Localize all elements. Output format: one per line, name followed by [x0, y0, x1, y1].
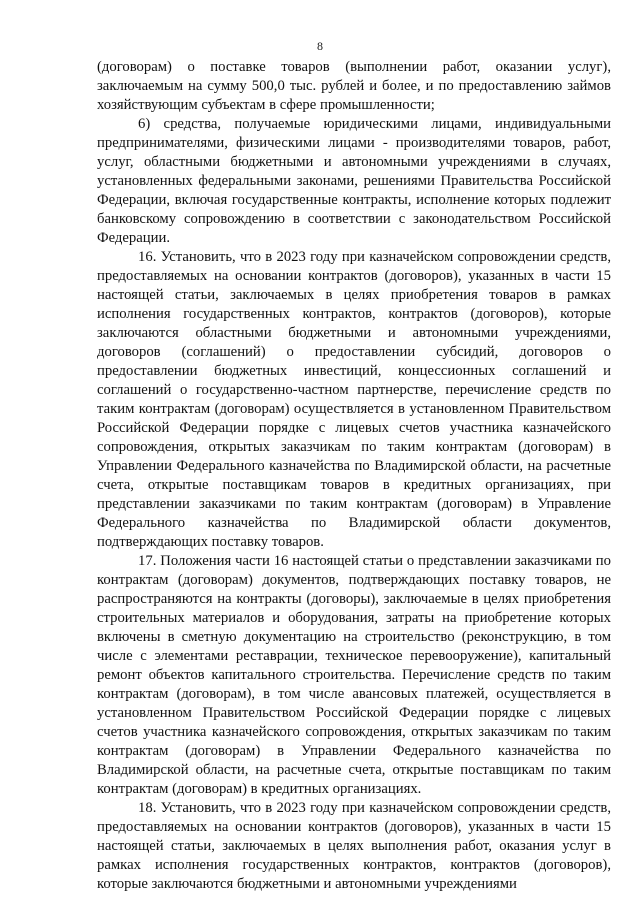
paragraph-17: 17. Положения части 16 настоящей статьи о представлении заказчиками по контрактам (договорам) документов, подтверждающих поставку товаров, не распространяются на контракты (договоры), заключаемые в целях приобретения строительных материалов и оборудования, затраты на приобретение которых включены в сметную документацию на строительство (реконструкцию, в том числе с элементами реставрации, техническое перевооружение), капитальный ремонт объектов капитального строительства. Перечисление средств по таким контрактам (договорам), в том числе авансовых платежей, осуществляется в установленном Правительством Российской Федерации порядке с лицевых счетов участника казначейского сопровождения, открытых заказчикам по таким контрактам (договорам) в Управлении Федерального казначейства по Владимирской области, на расчетные счета, открытые поставщикам по таким контрактам (договорам) в кредитных организациях. [97, 553, 611, 797]
paragraph-16: 16. Установить, что в 2023 году при казначейском сопровождении средств, предоставляемых на основании контрактов (договоров), указанных в части 15 настоящей статьи, заключаемых в целях приобретения товаров в рамках исполнения государственных контрактов, контрактов (договоров), которые заключаются областными бюджетными и автономными учреждениями, договоров (соглашений) о предоставлении субсидий, договоров о предоставлении бюджетных инвестиций, концессионных соглашений и соглашений о государственно-частном партнерстве, перечисление средств по таким контрактам (договорам) осуществляется в установленном Правительством Российской Федерации порядке с лицевых счетов участника казначейского сопровождения, открытых заказчикам по таким контрактам (договорам) в Управлении Федерального казначейства по Владимирской области, на расчетные счета, открытые поставщикам товаров в кредитных организациях, при представлении заказчиками по таким контрактам (договорам) в Управление Федерального казначейства по Владимирской области документов, подтверждающих поставку товаров. [97, 249, 611, 550]
document-body [97, 58, 611, 894]
page-number: 8 [317, 39, 323, 53]
paragraph-continuation: (договорам) о поставке товаров (выполнении работ, оказании услуг), заключаемым на сумму 500,0 тыс. рублей и более, и по предоставлению займов хозяйствующим субъектам в сфере промышленности; [97, 59, 611, 113]
paragraph-18: 18. Установить, что в 2023 году при казначейском сопровождении средств, предоставляемых на основании контрактов (договоров), указанных в части 15 настоящей статьи, заключаемых в целях выполнения работ, оказания услуг в рамках исполнения государственных контрактов, контрактов (договоров), которые заключаются бюджетными и автономными учреждениями [97, 800, 611, 892]
paragraph-item-6: 6) средства, получаемые юридическими лицами, индивидуальными предпринимателями, физическими лицами - производителями товаров, работ, услуг, областными бюджетными и автономными учреждениями в случаях, установленных федеральными законами, решениями Правительства Российской Федерации, включая государственные контракты, исполнение которых подлежит банковскому сопровождению в соответствии с законодательством Российской Федерации. [97, 116, 611, 246]
